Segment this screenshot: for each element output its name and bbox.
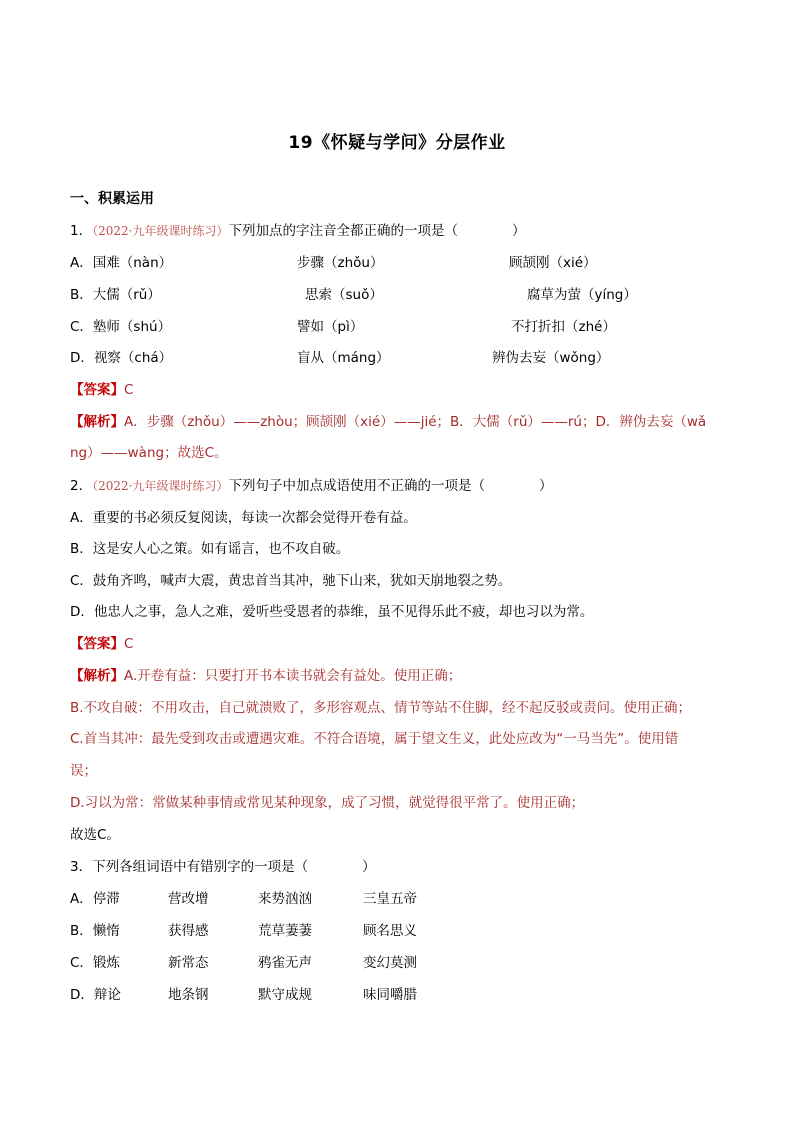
- answer-2: 【答案】C: [70, 636, 134, 652]
- analysis-2-line-5: D.习以为常：常做某种事情或常见某种现象，成了习惯，就觉得很平常了。使用正确；: [70, 795, 585, 811]
- analysis-2-conclusion: 故选C。: [70, 827, 120, 843]
- q3-row-c-2: 新常态: [168, 955, 209, 971]
- question-number: 2．: [70, 478, 93, 494]
- analysis-2-line-2: B.不攻自破：不用攻击，自己就溃败了，多形容观点、情节等站不住脚，经不起反驳或责问。使用正确；: [70, 700, 692, 716]
- option-d: D．他忠人之事，急人之难，爱听些受恩者的恭维，虽不见得乐此不疲，却也习以为常。: [70, 604, 594, 620]
- q3-row-d-2: 地条钢: [168, 987, 209, 1003]
- source-tag: （2022·九年级课时练习）: [92, 224, 229, 238]
- source-tag: （2022·九年级课时练习）: [92, 479, 229, 493]
- q3-row-c-4: 变幻莫测: [363, 955, 417, 971]
- option-c-2: 譬如（pì）: [297, 319, 364, 335]
- option-d-3: 辨伪去妄（wǒng）: [492, 350, 610, 366]
- question-number: 1．: [70, 223, 93, 239]
- option-b-3: 腐草为萤（yíng）: [527, 287, 637, 303]
- option-d-1: D．视察（chá）: [70, 350, 173, 366]
- option-a-3: 顾颉刚（xié）: [509, 255, 597, 271]
- q3-row-a-1: A．停滞: [70, 891, 120, 907]
- option-b: B．这是安人心之策。如有谣言，也不攻自破。: [70, 541, 350, 557]
- question-3-stem: 3．下列各组词语中有错别字的一项是（ ）: [70, 859, 376, 875]
- page-title: 19《怀疑与学问》分层作业: [288, 133, 506, 153]
- analysis-2-line-3: C.首当其冲：最先受到攻击或遭遇灾难。不符合语境，属于望文生义，此处应改为“一马当先”。使用错: [70, 731, 679, 747]
- option-c-3: 不打折扣（zhé）: [511, 319, 616, 335]
- answer-1: 【答案】C: [70, 382, 134, 398]
- analysis-1-line-1: 【解析】A．步骤（zhǒu）——zhòu；顾颉刚（xié）——jié；B．大儒（rǔ）——rú；D．辨伪去妄（wǎ: [70, 414, 707, 430]
- option-b-2: 思索（suǒ）: [305, 287, 383, 303]
- question-1-stem: [70, 221, 525, 241]
- question-2-stem: [70, 476, 552, 496]
- q3-row-a-4: 三皇五帝: [363, 891, 417, 907]
- option-d-2: 盲从（máng）: [297, 350, 390, 366]
- q3-row-d-1: D．辩论: [70, 987, 121, 1003]
- q3-row-d-3: 默守成规: [258, 987, 312, 1003]
- option-c-1: C．塾师（shú）: [70, 319, 172, 335]
- question-text: 下列句子中加点成语使用不正确的一项是（ ）: [228, 478, 553, 494]
- section-heading: 一、积累运用: [70, 191, 154, 207]
- q3-row-a-2: 营改增: [168, 891, 209, 907]
- q3-row-c-1: C．锻炼: [70, 955, 120, 971]
- analysis-2-line-4: 误；: [70, 763, 97, 779]
- q3-row-a-3: 来势汹汹: [258, 891, 312, 907]
- question-text: 下列加点的字注音全都正确的一项是（ ）: [228, 223, 526, 239]
- q3-row-b-2: 获得感: [168, 923, 209, 939]
- option-b-1: B．大儒（rǔ）: [70, 287, 161, 303]
- option-a: A．重要的书必须反复阅读，每读一次都会觉得开卷有益。: [70, 510, 417, 526]
- q3-row-b-4: 顾名思义: [363, 923, 417, 939]
- q3-row-b-3: 荒草萋萋: [258, 923, 312, 939]
- option-a-2: 步骤（zhǒu）: [297, 255, 384, 271]
- analysis-2-line-1: 【解析】A.开卷有益：只要打开书本读书就会有益处。使用正确；: [70, 668, 462, 684]
- option-c: C．鼓角齐鸣，喊声大震，黄忠首当其冲，驰下山来，犹如天崩地裂之势。: [70, 573, 512, 589]
- q3-row-d-4: 味同嚼腊: [363, 987, 417, 1003]
- analysis-1-line-2: ng）——wàng；故选C。: [70, 445, 228, 461]
- q3-row-b-1: B．懒惰: [70, 923, 120, 939]
- q3-row-c-3: 鸦雀无声: [258, 955, 312, 971]
- option-a-1: A．国难（nàn）: [70, 255, 173, 271]
